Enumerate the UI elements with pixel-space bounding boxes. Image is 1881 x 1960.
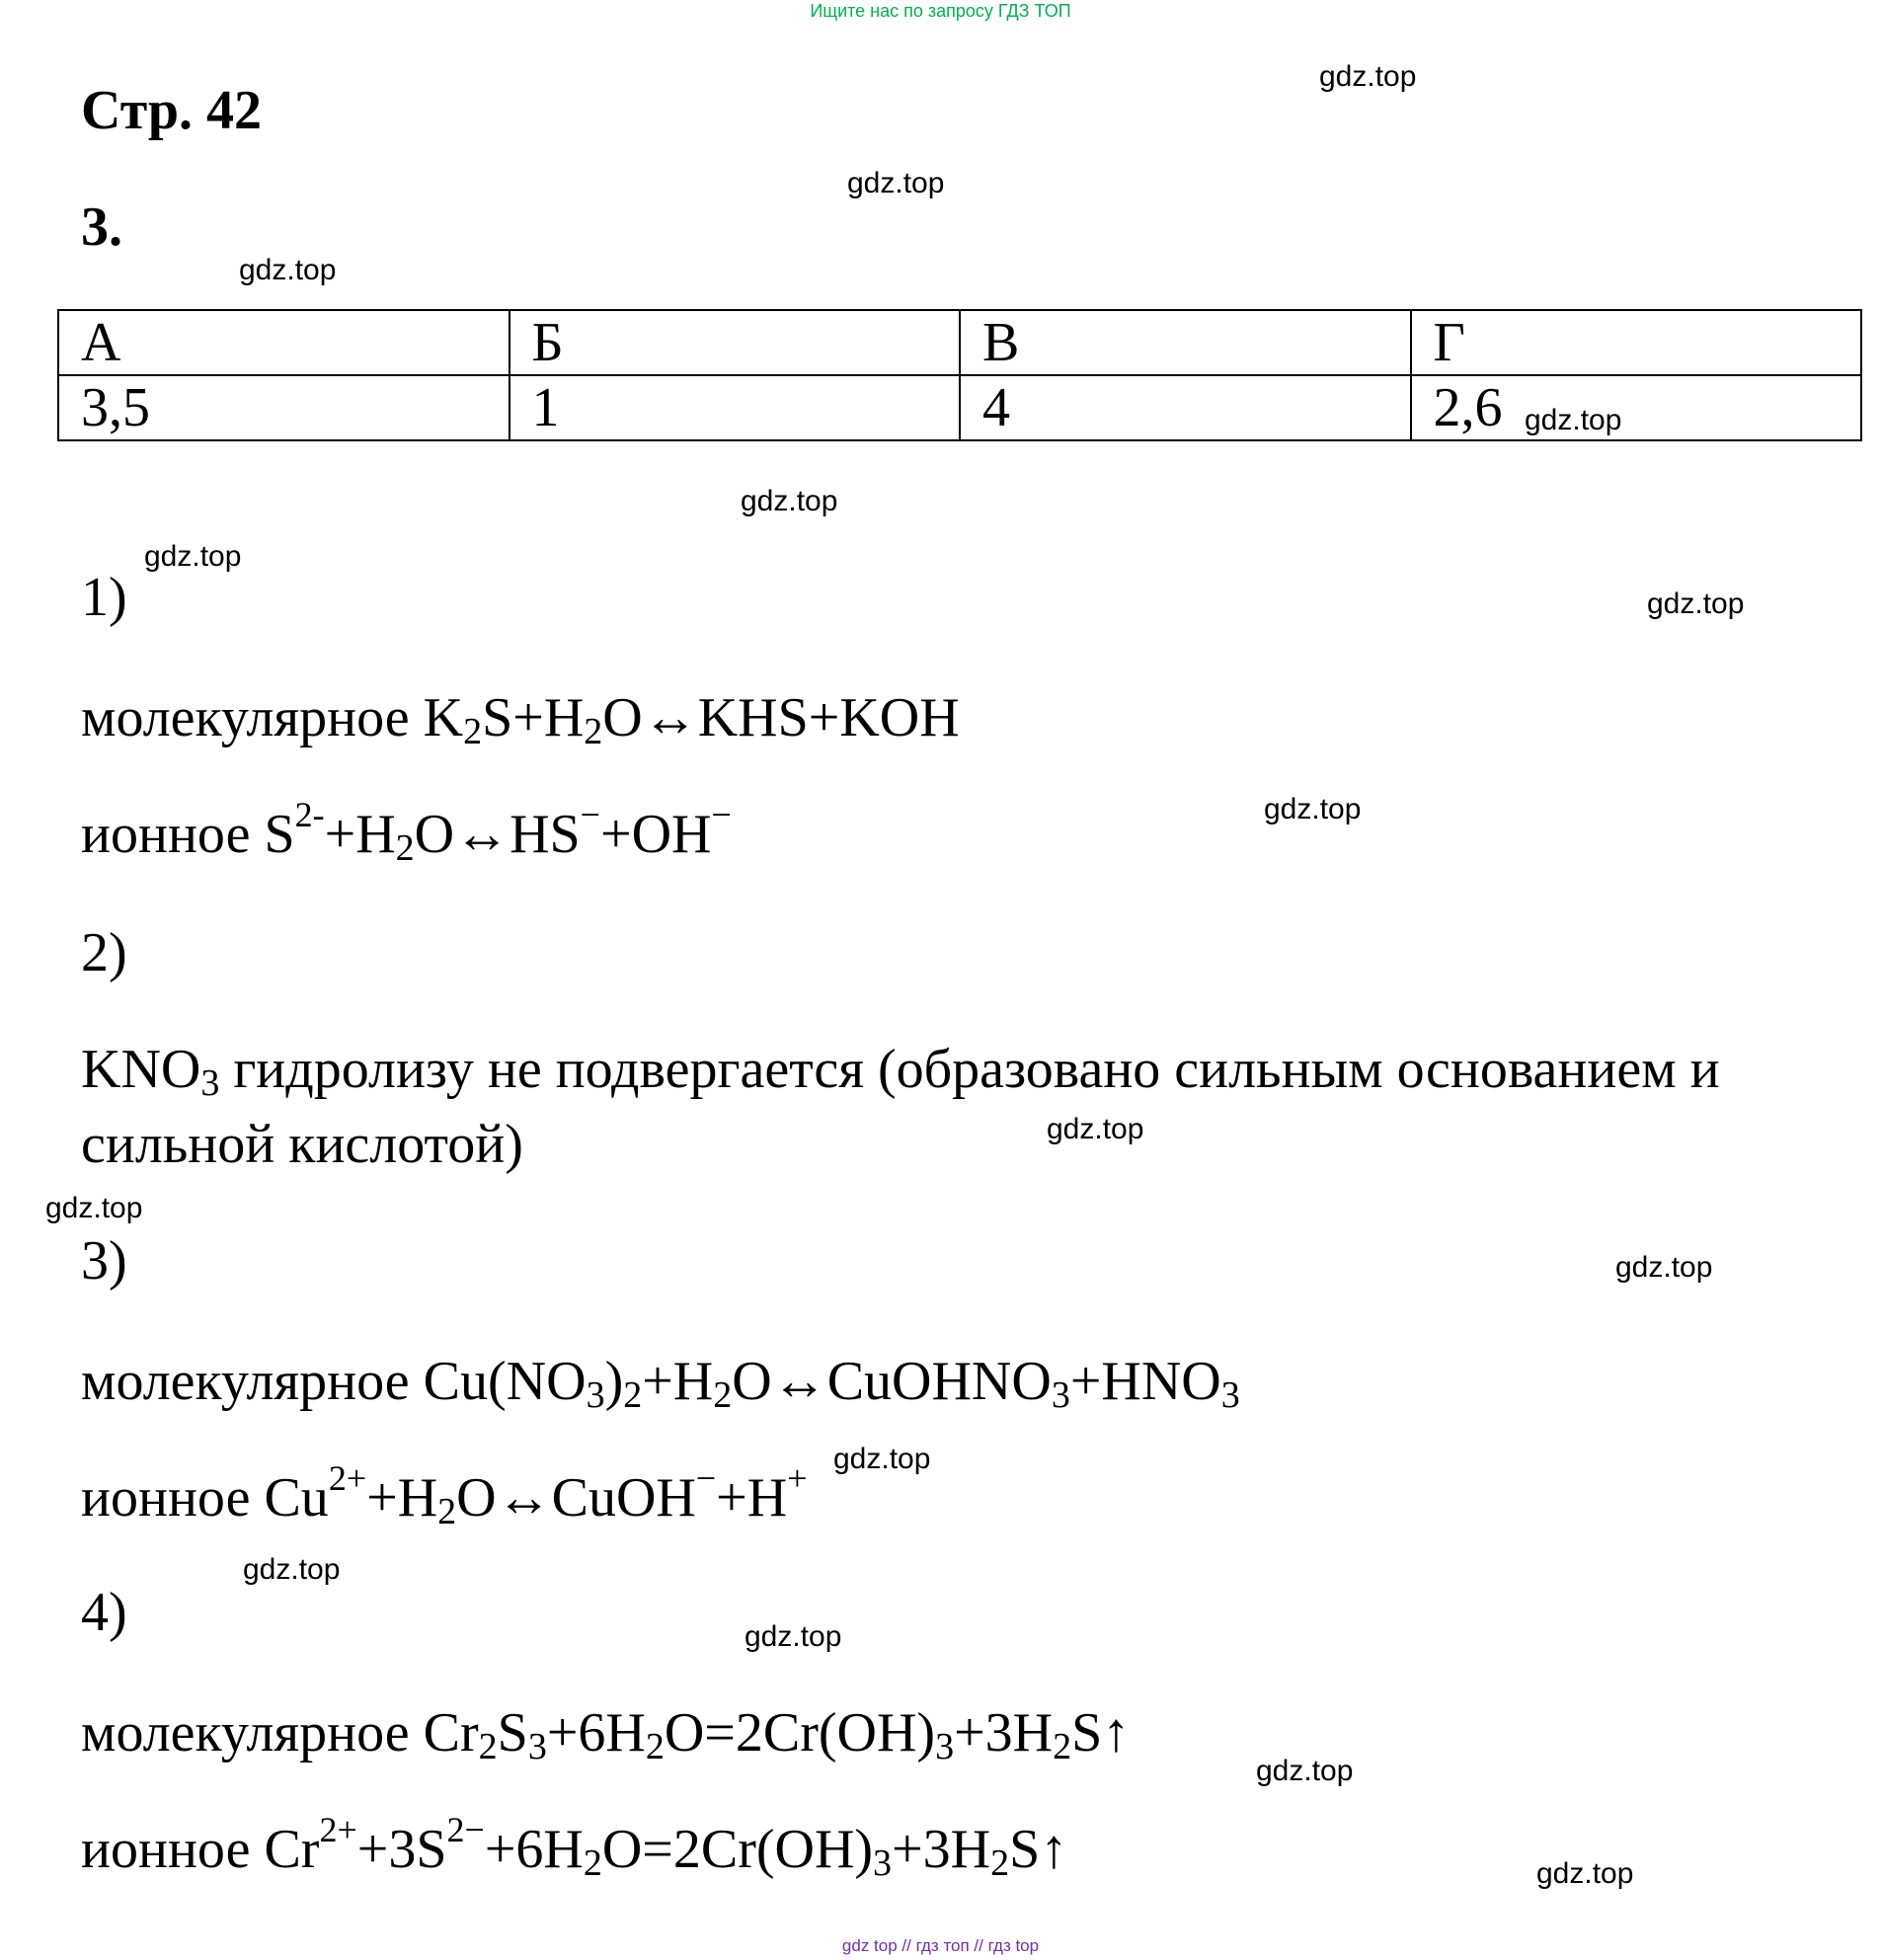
equation-label: ионное (81, 1819, 251, 1880)
watermark: gdz.top (833, 1443, 931, 1475)
equation-line: молекулярное $Cr_2S_3+6H_2O=2Cr(OH)_3+3H_2S↑$ (81, 1702, 1131, 1767)
watermark: gdz.top (741, 485, 838, 517)
table-header-cell: А (58, 310, 509, 375)
watermark: gdz.top (1647, 588, 1745, 620)
item-number-3: 3) (81, 1230, 127, 1292)
table-value-cell: 1 (509, 375, 961, 440)
text-fragment: гидролизу не подвергается (образовано сильным основанием и (233, 1039, 1720, 1100)
task-number: 3. (81, 196, 122, 258)
watermark: gdz.top (1047, 1113, 1144, 1145)
item-number-4: 4) (81, 1582, 127, 1643)
top-banner: Ищите нас по запросу ГДЗ ТОП (810, 1, 1071, 21)
table-value-cell: 2,6 (1411, 375, 1862, 440)
watermark: gdz.top (745, 1620, 842, 1653)
equation-line: ионное $Cu^{2+}+H_2O\leftrightarrow CuOH^-+H^+$ (81, 1458, 808, 1532)
text-line: $KNO_3$ гидролизу не подвергается (образовано сильным основанием и (81, 1039, 1720, 1104)
equation-label: ионное (81, 1467, 251, 1529)
equation-line: молекулярное $K_2S+H_2O\leftrightarrow KHS+KOH$ (81, 687, 960, 752)
equation-line: молекулярное $Cu(NO_3)_2+H_2O\leftrightarrow CuOHNO_3+HNO_3$ (81, 1351, 1240, 1416)
item-number-2: 2) (81, 922, 127, 983)
table-value-cell: 3,5 (58, 375, 509, 440)
equation-label: молекулярное (81, 1351, 410, 1412)
page-title: Стр. 42 (81, 80, 263, 141)
watermark: gdz.top (1525, 404, 1622, 436)
equation-label: молекулярное (81, 687, 410, 748)
table-header-cell: Б (509, 310, 961, 375)
watermark: gdz.top (1536, 1857, 1634, 1890)
watermark: gdz.top (1256, 1755, 1354, 1787)
watermark: gdz.top (1615, 1251, 1713, 1284)
watermark: gdz.top (243, 1553, 341, 1586)
watermark: gdz.top (45, 1192, 143, 1224)
equation-label: ионное (81, 804, 251, 865)
equation-line: ионное $S^{2-}+H_2O\leftrightarrow HS^-+OH^-$ (81, 795, 732, 869)
table-value-cell: 4 (960, 375, 1411, 440)
equation-label: молекулярное (81, 1702, 410, 1764)
answer-table-header-row (58, 310, 1861, 375)
watermark: gdz.top (239, 254, 337, 286)
text-line: сильной кислотой) (81, 1114, 523, 1175)
bottom-banner: gdz top // гдз топ // гдз top (841, 1936, 1040, 1955)
item-number-1: 1) (81, 567, 127, 628)
watermark: gdz.top (1319, 60, 1417, 93)
watermark: gdz.top (847, 167, 945, 199)
watermark: gdz.top (144, 540, 242, 573)
equation-line: ионное $Cr^{2+}+3S^{2-}+6H_2O=2Cr(OH)_3+3H_2S↑$ (81, 1810, 1068, 1884)
watermark: gdz.top (1264, 793, 1362, 825)
table-header-cell: Г (1411, 310, 1862, 375)
table-header-cell: В (960, 310, 1411, 375)
